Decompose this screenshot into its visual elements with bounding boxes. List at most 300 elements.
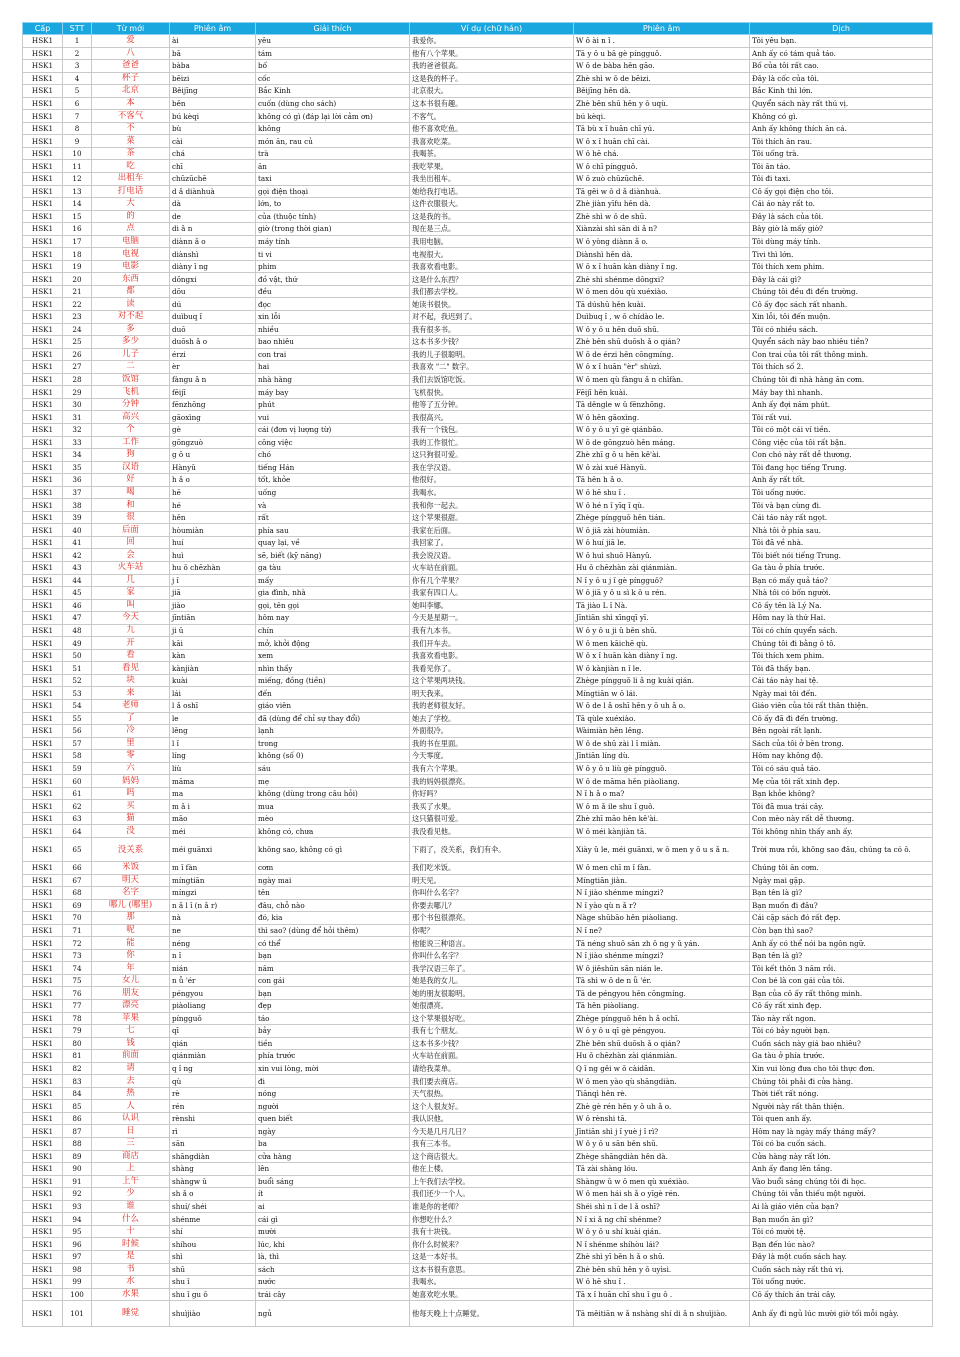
cell-example: 我们去饭馆吃饭。 [410, 373, 574, 386]
cell-index: 67 [63, 874, 92, 887]
cell-example: 我的工作很忙。 [410, 436, 574, 449]
cell-index: 93 [63, 1200, 92, 1213]
cell-example: 她叫李娜。 [410, 599, 574, 612]
cell-example: 这件衣服很大。 [410, 198, 574, 211]
cell-example: 今天是星期一。 [410, 612, 574, 625]
table-row [23, 210, 933, 223]
cell-example-pinyin: W ǒ men qù fàngu ǎ n chīfàn. [574, 373, 750, 386]
cell-meaning: tiếng Hán [256, 461, 410, 474]
cell-word: 水 [92, 1276, 170, 1289]
cell-level: HSK1 [23, 210, 63, 223]
cell-level: HSK1 [23, 348, 63, 361]
table-row [23, 762, 933, 775]
cell-example-pinyin: W ǒ y ǒ u sān běn shū. [574, 1138, 750, 1151]
cell-level: HSK1 [23, 787, 63, 800]
cell-level: HSK1 [23, 461, 63, 474]
cell-meaning: đẹp [256, 1000, 410, 1013]
cell-translation: Tôi có mười tệ. [750, 1225, 933, 1238]
cell-index: 73 [63, 949, 92, 962]
cell-example-pinyin: Zhè shì shénme dōngxi? [574, 273, 750, 286]
cell-example-pinyin: Zhège shāngdiàn hěn dà. [574, 1150, 750, 1163]
cell-example: 这个苹果很好吃。 [410, 1012, 574, 1025]
cell-level: HSK1 [23, 386, 63, 399]
table-row [23, 499, 933, 512]
cell-example: 我喝茶。 [410, 147, 574, 160]
cell-example-pinyin: Tā jiào L ǐ Nà. [574, 599, 750, 612]
table-row [23, 561, 933, 574]
cell-pinyin: méi guānxi [170, 838, 256, 862]
cell-word: 六 [92, 762, 170, 775]
cell-example-pinyin: W ǒ men dōu qù xuéxiào. [574, 285, 750, 298]
cell-meaning: con gái [256, 974, 410, 987]
cell-example-pinyin: Tā qùle xuéxiào. [574, 712, 750, 725]
cell-pinyin: shàngw ǔ [170, 1175, 256, 1188]
cell-translation: Trời mưa rồi, không sao đâu, chúng ta có ô. [750, 838, 933, 862]
cell-level: HSK1 [23, 524, 63, 537]
cell-index: 59 [63, 762, 92, 775]
cell-translation: Cuốn sách này rất thú vị. [750, 1263, 933, 1276]
cell-translation: Bây giờ là mấy giờ? [750, 223, 933, 236]
cell-example-pinyin: W ǒ x ǐ huān "èr" shùzì. [574, 361, 750, 374]
cell-example-pinyin: Zhè gè rén hěn y ǒ uh ǎ o. [574, 1100, 750, 1113]
cell-example: 我喜欢吃菜。 [410, 135, 574, 148]
cell-pinyin: shénme [170, 1213, 256, 1226]
cell-word: 饭馆 [92, 373, 170, 386]
cell-meaning: đã (dùng để chỉ sự thay đổi) [256, 712, 410, 725]
cell-example: 那个书包很漂亮。 [410, 912, 574, 925]
cell-meaning: nhà hàng [256, 373, 410, 386]
cell-example-pinyin: W ǒ yòng diànn ǎ o. [574, 235, 750, 248]
table-row [23, 323, 933, 336]
table-row [23, 862, 933, 875]
cell-index: 19 [63, 260, 92, 273]
cell-translation: Xin vui lòng đưa cho tôi thực đơn. [750, 1062, 933, 1075]
table-row [23, 122, 933, 135]
cell-translation: Anh ấy không thích ăn cá. [750, 122, 933, 135]
cell-translation: Tôi yêu bạn. [750, 35, 933, 48]
cell-example: 他在上楼。 [410, 1163, 574, 1176]
cell-level: HSK1 [23, 624, 63, 637]
table-row [23, 1301, 933, 1327]
cell-level: HSK1 [23, 323, 63, 336]
cell-meaning: không [256, 122, 410, 135]
table-row [23, 536, 933, 549]
cell-example: 我有十块钱。 [410, 1225, 574, 1238]
cell-meaning: không sao, không có gì [256, 838, 410, 862]
cell-index: 32 [63, 423, 92, 436]
cell-example-pinyin: W ǒ de l ǎ oshī hěn y ǒ uh ǎ o. [574, 699, 750, 712]
cell-word: 高兴 [92, 411, 170, 424]
cell-pinyin: líng [170, 750, 256, 763]
vocabulary-sheet [22, 22, 932, 1327]
cell-word: 上午 [92, 1175, 170, 1188]
cell-example-pinyin: Jīntiān shì xīngqī yī. [574, 612, 750, 625]
cell-index: 20 [63, 273, 92, 286]
cell-meaning: đồ vật, thứ [256, 273, 410, 286]
cell-meaning: mẹ [256, 775, 410, 788]
cell-pinyin: shū [170, 1263, 256, 1276]
cell-example-pinyin: W ǒ chī píngguǒ. [574, 160, 750, 173]
cell-meaning: đọc [256, 298, 410, 311]
cell-index: 61 [63, 787, 92, 800]
cell-example-pinyin: W ǒ x ǐ huān chī cài. [574, 135, 750, 148]
cell-level: HSK1 [23, 85, 63, 98]
cell-index: 60 [63, 775, 92, 788]
cell-word: 苹果 [92, 1012, 170, 1025]
cell-word: 儿子 [92, 348, 170, 361]
cell-example: 我买了水果。 [410, 800, 574, 813]
cell-pinyin: chá [170, 147, 256, 160]
cell-index: 10 [63, 147, 92, 160]
cell-example-pinyin: Zhège píngguǒ li ǎ ng kuài qián. [574, 674, 750, 687]
cell-pinyin: shuìjiào [170, 1301, 256, 1327]
cell-word: 认识 [92, 1112, 170, 1125]
cell-example-pinyin: Zhè zhī māo hěn kě'ài. [574, 812, 750, 825]
cell-meaning: không có gì (đáp lại lời cảm ơn) [256, 110, 410, 123]
cell-index: 30 [63, 398, 92, 411]
table-row [23, 110, 933, 123]
cell-word: 很 [92, 511, 170, 524]
cell-pinyin: liù [170, 762, 256, 775]
cell-word: 火车站 [92, 561, 170, 574]
cell-word: 喝 [92, 486, 170, 499]
cell-level: HSK1 [23, 838, 63, 862]
cell-word: 没 [92, 825, 170, 838]
cell-translation: Tôi đi taxi. [750, 173, 933, 186]
cell-word: 分钟 [92, 398, 170, 411]
cell-translation: Bên ngoài rất lạnh. [750, 725, 933, 738]
cell-translation: Bạn khỏe không? [750, 787, 933, 800]
cell-pinyin: lái [170, 687, 256, 700]
cell-example: 我看见你了。 [410, 662, 574, 675]
cell-example: 这是什么东西？ [410, 273, 574, 286]
cell-meaning: nóng [256, 1087, 410, 1100]
cell-word: 好 [92, 474, 170, 487]
cell-word: 块 [92, 674, 170, 687]
cell-index: 86 [63, 1112, 92, 1125]
cell-example-pinyin: N ǐ h ǎ o ma? [574, 787, 750, 800]
cell-index: 95 [63, 1225, 92, 1238]
cell-pinyin: shàng [170, 1163, 256, 1176]
cell-translation: Tôi có sáu quả táo. [750, 762, 933, 775]
cell-word: 不 [92, 122, 170, 135]
col-header-example-pinyin: Phiên âm [574, 23, 750, 35]
cell-word: 电脑 [92, 235, 170, 248]
cell-example-pinyin: Shéi shì n ǐ de l ǎ oshī? [574, 1200, 750, 1213]
cell-index: 48 [63, 624, 92, 637]
cell-meaning: tốt, khỏe [256, 474, 410, 487]
cell-word: 爸爸 [92, 60, 170, 73]
cell-index: 74 [63, 962, 92, 975]
cell-word: 杯子 [92, 72, 170, 85]
cell-example-pinyin: W ǒ y ǒ u ji ǔ běn shū. [574, 624, 750, 637]
cell-word: 年 [92, 962, 170, 975]
cell-meaning: người [256, 1100, 410, 1113]
table-row [23, 599, 933, 612]
table-row [23, 135, 933, 148]
table-row [23, 1125, 933, 1138]
cell-index: 23 [63, 311, 92, 324]
cell-word: 本 [92, 97, 170, 110]
table-row [23, 1000, 933, 1013]
cell-pinyin: diànn ǎ o [170, 235, 256, 248]
cell-example: 这只猫很可爱。 [410, 812, 574, 825]
cell-pinyin: fēnzhōng [170, 398, 256, 411]
cell-translation: Hôm nay là thứ Hai. [750, 612, 933, 625]
cell-pinyin: duō [170, 323, 256, 336]
cell-meaning: lạnh [256, 725, 410, 738]
cell-translation: Chúng tôi ăn cơm. [750, 862, 933, 875]
cell-index: 5 [63, 85, 92, 98]
cell-example-pinyin: Jīntiān líng dù. [574, 750, 750, 763]
table-row [23, 1163, 933, 1176]
cell-meaning: quay lại, về [256, 536, 410, 549]
table-row [23, 924, 933, 937]
cell-example: 我有七个朋友。 [410, 1025, 574, 1038]
vocabulary-table [22, 22, 933, 1327]
cell-example-pinyin: W ǒ de shū zài l ǐ miàn. [574, 737, 750, 750]
table-row [23, 411, 933, 424]
cell-index: 42 [63, 549, 92, 562]
cell-translation: Cô ấy rất xinh đẹp. [750, 1000, 933, 1013]
cell-index: 16 [63, 223, 92, 236]
cell-level: HSK1 [23, 160, 63, 173]
cell-level: HSK1 [23, 699, 63, 712]
cell-level: HSK1 [23, 812, 63, 825]
cell-pinyin: shu ǐ [170, 1276, 256, 1289]
table-row [23, 825, 933, 838]
cell-index: 38 [63, 499, 92, 512]
cell-index: 29 [63, 386, 92, 399]
cell-meaning: mua [256, 800, 410, 813]
cell-example-pinyin: W ǒ y ǒ u qī gè péngyou. [574, 1025, 750, 1038]
cell-level: HSK1 [23, 449, 63, 462]
cell-example-pinyin: W ǒ hē chá. [574, 147, 750, 160]
table-row [23, 248, 933, 261]
table-row [23, 298, 933, 311]
cell-translation: Tôi uống nước. [750, 1276, 933, 1289]
cell-example: 这是一本好书。 [410, 1250, 574, 1263]
cell-index: 47 [63, 612, 92, 625]
cell-word: 来 [92, 687, 170, 700]
cell-index: 75 [63, 974, 92, 987]
cell-index: 101 [63, 1301, 92, 1327]
cell-meaning: nhìn thấy [256, 662, 410, 675]
cell-pinyin: píngguǒ [170, 1012, 256, 1025]
cell-meaning: công việc [256, 436, 410, 449]
cell-example: 我有六个苹果。 [410, 762, 574, 775]
cell-meaning: bạn [256, 987, 410, 1000]
cell-example: 我的老师很友好。 [410, 699, 574, 712]
col-header-level: Cấp [23, 23, 63, 35]
table-row [23, 60, 933, 73]
cell-translation: Cô ấy đọc sách rất nhanh. [750, 298, 933, 311]
cell-index: 90 [63, 1163, 92, 1176]
cell-pinyin: hu ǒ chēzhàn [170, 561, 256, 574]
cell-meaning: máy bay [256, 386, 410, 399]
cell-meaning: ga tàu [256, 561, 410, 574]
cell-meaning: sách [256, 1263, 410, 1276]
cell-level: HSK1 [23, 248, 63, 261]
table-row [23, 160, 933, 173]
cell-pinyin: dú [170, 298, 256, 311]
cell-word: 出租车 [92, 173, 170, 186]
cell-index: 41 [63, 536, 92, 549]
cell-index: 34 [63, 449, 92, 462]
cell-example: 对不起，我迟到了。 [410, 311, 574, 324]
cell-example-pinyin: Tā de péngyou hěn cōngmíng. [574, 987, 750, 1000]
cell-translation: Tôi rất vui. [750, 411, 933, 424]
cell-index: 21 [63, 285, 92, 298]
cell-index: 87 [63, 1125, 92, 1138]
cell-example: 我回家了。 [410, 536, 574, 549]
cell-example: 他能说三种语言。 [410, 937, 574, 950]
cell-word: 商店 [92, 1150, 170, 1163]
table-row [23, 97, 933, 110]
cell-pinyin: di ǎ n [170, 223, 256, 236]
cell-translation: Nhà tôi ở phía sau. [750, 524, 933, 537]
cell-word: 米饭 [92, 862, 170, 875]
cell-pinyin: q ǐ ng [170, 1062, 256, 1075]
cell-example-pinyin: Hu ǒ chēzhàn zài qiánmiàn. [574, 1050, 750, 1063]
cell-pinyin: péngyou [170, 987, 256, 1000]
cell-index: 83 [63, 1075, 92, 1088]
cell-translation: Tôi thích ăn rau. [750, 135, 933, 148]
cell-level: HSK1 [23, 1050, 63, 1063]
cell-pinyin: hé [170, 499, 256, 512]
cell-level: HSK1 [23, 687, 63, 700]
cell-level: HSK1 [23, 800, 63, 813]
cell-example: 我的书在里面。 [410, 737, 574, 750]
cell-translation: Tôi có một cái ví tiền. [750, 423, 933, 436]
cell-translation: Anh ấy rất tốt. [750, 474, 933, 487]
table-row [23, 373, 933, 386]
cell-pinyin: sān [170, 1138, 256, 1151]
cell-translation: Bạn muốn ăn gì? [750, 1213, 933, 1226]
cell-example-pinyin: Tā hěn h ǎ o. [574, 474, 750, 487]
cell-level: HSK1 [23, 1112, 63, 1125]
cell-meaning: cái (đơn vị lượng từ) [256, 423, 410, 436]
cell-level: HSK1 [23, 1200, 63, 1213]
cell-pinyin: bā [170, 47, 256, 60]
cell-pinyin: míngtiān [170, 874, 256, 887]
cell-example: 我的儿子很聪明。 [410, 348, 574, 361]
cell-word: 钱 [92, 1037, 170, 1050]
cell-level: HSK1 [23, 874, 63, 887]
cell-word: 多 [92, 323, 170, 336]
cell-example-pinyin: Tā x ǐ huān chī shu ǐ gu ǒ . [574, 1288, 750, 1301]
cell-example: 我很高兴。 [410, 411, 574, 424]
cell-index: 31 [63, 411, 92, 424]
cell-level: HSK1 [23, 1238, 63, 1251]
cell-example-pinyin: W ǒ ài n ǐ . [574, 35, 750, 48]
cell-level: HSK1 [23, 1188, 63, 1201]
cell-word: 人 [92, 1100, 170, 1113]
cell-example-pinyin: Zhè zhī g ǒ u hěn kě'ài. [574, 449, 750, 462]
cell-example: 你什么时候来？ [410, 1238, 574, 1251]
cell-word: 爱 [92, 35, 170, 48]
cell-word: 能 [92, 937, 170, 950]
cell-word: 狗 [92, 449, 170, 462]
cell-translation: Quyển sách này bao nhiêu tiền? [750, 336, 933, 349]
cell-level: HSK1 [23, 35, 63, 48]
cell-word: 看 [92, 649, 170, 662]
cell-meaning: trái cây [256, 1288, 410, 1301]
cell-index: 17 [63, 235, 92, 248]
cell-meaning: phim [256, 260, 410, 273]
cell-index: 66 [63, 862, 92, 875]
cell-meaning: vui [256, 411, 410, 424]
cell-example: 这本书很有趣。 [410, 97, 574, 110]
cell-word: 书 [92, 1263, 170, 1276]
cell-pinyin: érzi [170, 348, 256, 361]
table-row [23, 1188, 933, 1201]
cell-pinyin: j ǐ [170, 574, 256, 587]
cell-translation: Tôi thích xem phim. [750, 649, 933, 662]
cell-meaning: mèo [256, 812, 410, 825]
cell-index: 7 [63, 110, 92, 123]
cell-pinyin: n ǎ l ǐ (n ǎ r) [170, 899, 256, 912]
cell-index: 72 [63, 937, 92, 950]
table-row [23, 461, 933, 474]
cell-translation: Ga tàu ở phía trước. [750, 561, 933, 574]
cell-index: 4 [63, 72, 92, 85]
table-row [23, 674, 933, 687]
cell-example-pinyin: Zhè shì yī běn h ǎ o shū. [574, 1250, 750, 1263]
cell-index: 28 [63, 373, 92, 386]
cell-example: 现在是三点。 [410, 223, 574, 236]
cell-word: 吗 [92, 787, 170, 800]
table-row [23, 1288, 933, 1301]
cell-translation: Bạn muốn đi đâu? [750, 899, 933, 912]
cell-example: 我有一个钱包。 [410, 423, 574, 436]
cell-pinyin: g ǒ u [170, 449, 256, 462]
cell-pinyin: shuí/ shéi [170, 1200, 256, 1213]
cell-pinyin: nà [170, 912, 256, 925]
cell-example-pinyin: W ǒ huì shuō Hànyǔ. [574, 549, 750, 562]
cell-level: HSK1 [23, 587, 63, 600]
cell-level: HSK1 [23, 862, 63, 875]
cell-index: 69 [63, 899, 92, 912]
cell-translation: Đây là cái gì? [750, 273, 933, 286]
cell-level: HSK1 [23, 373, 63, 386]
table-row [23, 260, 933, 273]
cell-level: HSK1 [23, 775, 63, 788]
cell-example-pinyin: Tā néng shuō sān zh ǒ ng y ǔ yán. [574, 937, 750, 950]
cell-translation: Cái táo này hai tệ. [750, 674, 933, 687]
cell-example: 这本书很有意思。 [410, 1263, 574, 1276]
cell-pinyin: piàoliang [170, 1000, 256, 1013]
cell-translation: Không có gì. [750, 110, 933, 123]
cell-index: 18 [63, 248, 92, 261]
cell-example-pinyin: Tā dúshū hěn kuài. [574, 298, 750, 311]
cell-word: 对不起 [92, 311, 170, 324]
cell-level: HSK1 [23, 285, 63, 298]
cell-level: HSK1 [23, 60, 63, 73]
cell-word: 老师 [92, 699, 170, 712]
cell-example-pinyin: Zhè shì w ǒ de bēizi. [574, 72, 750, 85]
cell-translation: Ai là giáo viên của bạn? [750, 1200, 933, 1213]
cell-word: 明天 [92, 874, 170, 887]
cell-pinyin: nián [170, 962, 256, 975]
cell-meaning: là, thì [256, 1250, 410, 1263]
cell-level: HSK1 [23, 97, 63, 110]
cell-translation: Ngày mai gặp. [750, 874, 933, 887]
cell-pinyin: kàn [170, 649, 256, 662]
cell-meaning: đi [256, 1075, 410, 1088]
cell-example: 谁是你的老师？ [410, 1200, 574, 1213]
table-row [23, 524, 933, 537]
